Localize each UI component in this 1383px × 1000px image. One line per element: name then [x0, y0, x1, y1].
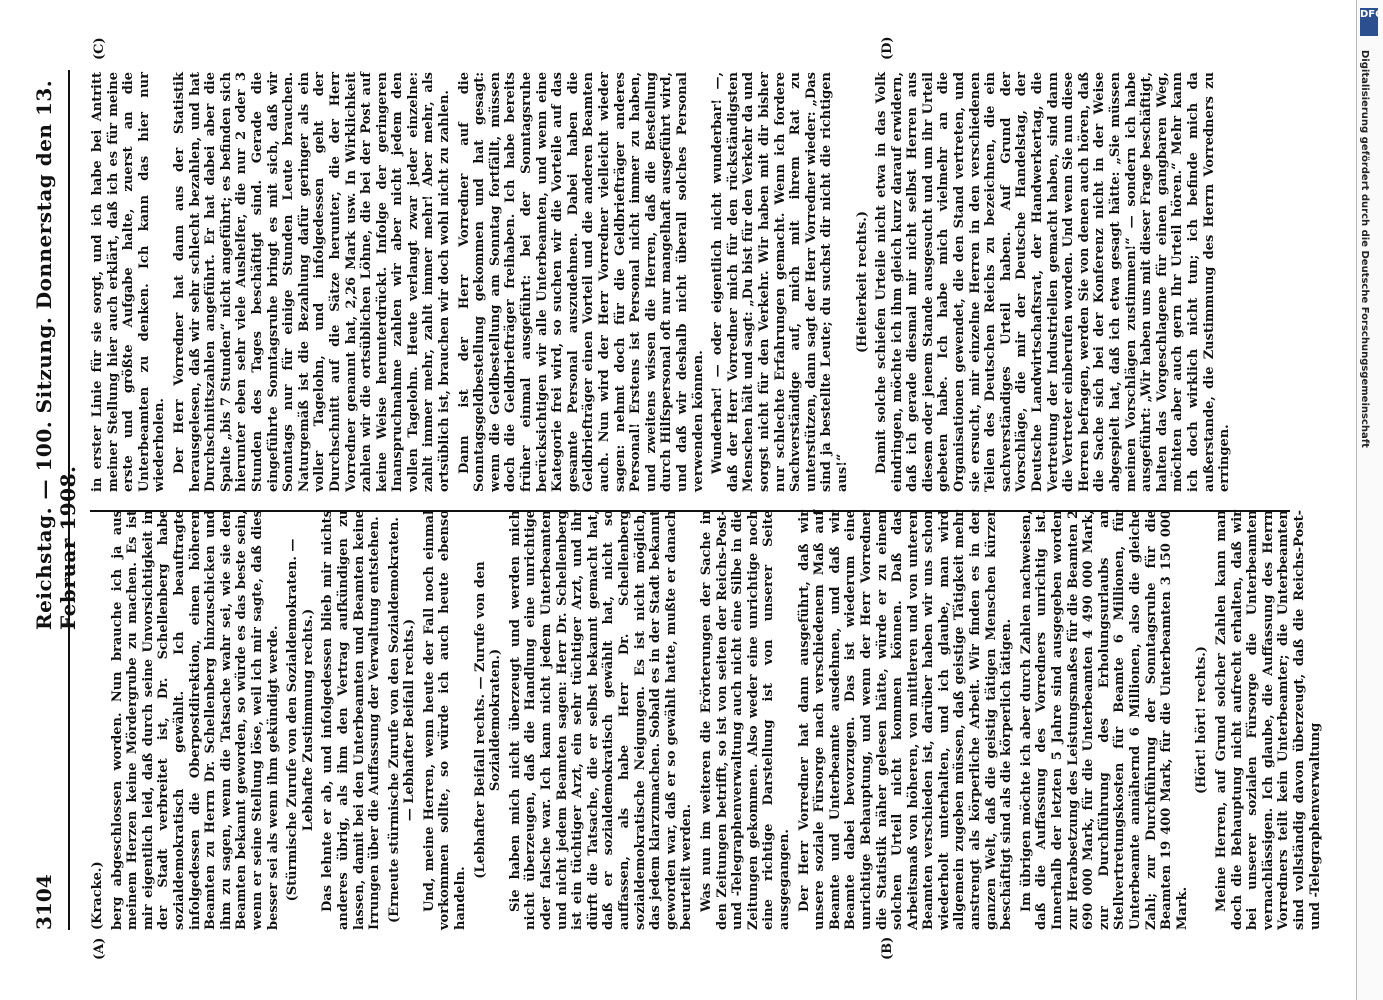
- column-divider: [90, 510, 1290, 512]
- paragraph: berg abgeschlossen worden. Nun brauche ich ja aus meinem Herzen keine Mördergrube zu machen. Es ist mir eigentlich leid, daß durch seine Unvorsichtigkeit in der Stadt verbreitet ist, Dr. Schellenberg habe sozialdemokratisch gewählt. Ich beauftragte infolgedessen die Oberpostdirektion, einen höheren Beamten zu Herrn Dr. Schellenberg hinzuschicken und ihm zu sagen, wenn die Tatsache wahr sei, wie sie den Beamten bekannt geworden, so würde es das beste sein, wenn er seine Stellung löse, weil ich mir sagte, daß dies besser sei als wenn ihm gekündigt werde.: [109, 510, 281, 930]
- right-text-column: [90, 72, 1290, 492]
- header-rule: [68, 70, 70, 930]
- paragraph: Wunderbar! — oder eigentlich nicht wunderbar! —, daß der Herr Vorredner mich für den rückständigsten Menschen hält und sagt: „Du bist für den Verkehr da und sorgst nicht für den Verkehr. Wir haben mit dir bisher nur schlechte Erfahrungen gemacht. Wenn ich fordere Sachverständige auf, mich mit ihrem Rat zu unterstützen, dann sagt der Herr Vorredner wieder: „Das sind ja bestellte Leute; du suchst dir nicht die richtigen aus!“: [710, 72, 850, 492]
- page-title: Reichstag. — 100. Sitzung. Donnerstag den 13. Februar 1908.: [32, 79, 80, 630]
- speaker-label: (Kracke.): [90, 861, 105, 930]
- interjection: (Heiterkeit rechts.): [854, 211, 870, 354]
- margin-marker-a: (A): [92, 937, 107, 960]
- digitization-sidebar: [1356, 0, 1383, 1000]
- paragraph: Im übrigen möchte ich aber durch Zahlen nachweisen, daß die Auffassung des Vorredners unrichtig ist. Innerhalb der letzten 5 Jahre sind ausgegeben worden zur Herabsetzung des Leistungsmaßes für die Beamten 2 690 000 Mark, für die Unterbeamten 4 490 000 Mark, zur Durchführung des Erholungsurlaubs an Stellvertretungskosten für Beamte 6 Millionen, für Unterbeamte annähernd 6 Millionen, also die gleiche Zahl; zur Durchführung der Sonntagsruhe für die Beamten 19 400 Mark, für die Unterbeamten 3 150 000 Mark.: [1018, 510, 1190, 930]
- paragraph: Damit solche schiefen Urteile nicht etwa in das Volk eindringen, möchte ich ihm gleich kurz darauf erwidern, daß ich gerade diesmal mir nicht selbst Herren aus diesem oder jenem Stande ausgesucht und um ihr Urteil gebeten habe. Ich habe mich vielmehr an die Organisationen gewendet, die den Stand vertreten, und sie ersucht, mir einzelne Herren in den verschiedenen Teilen des Deutschen Reichs zu bezeichnen, die ein sachverständiges Urteil haben. Auf Grund der Vorschläge, die mir der Deutsche Handelstag, der Deutsche Landwirtschaftsrat, der Handwerkertag, die Vertretung der Industriellen gemacht haben, sind dann die Vertreter einberufen worden. Und wenn Sie nun diese Herren befragen, werden Sie von denen auch hören, daß die Sache sich bei der Konferenz nicht in der Weise abgespielt hat, daß ich etwa gesagt hätte: „Sie müssen meinen Vorschlägen zustimmen!“ — sondern ich habe ausgeführt: „Wir haben uns mit dieser Frage beschäftigt, halten das Vorgeschlagene für einen gangbaren Weg, möchten aber auch gern Ihr Urteil hören.“ Mehr kann ich doch wirklich nicht tun; ich befinde mich da außerstande, die Zustimmung des Herrn Vorredners zu erringen.: [874, 72, 1233, 492]
- page-number: 3104: [32, 874, 56, 930]
- left-text-column: [90, 510, 1323, 930]
- paragraph: Und, meine Herren, wenn heute der Fall noch einmal vorkommen sollte, so würde ich auch heute ebenso handeln.: [421, 510, 469, 930]
- page-header: [24, 70, 80, 930]
- digitization-credit: Digitalisierung gefördert durch die Deutsche Forschungsgemeinschaft: [1359, 50, 1370, 448]
- paragraph: Sie haben mich nicht überzeugt und werden mich nicht überzeugen, daß die Handlung eine unrichtige oder falsche war. Ich kann nicht jedem Unterbeamten und nicht jedem Beamten sagen: Herr Dr. Schellenberg ist ein tüchtiger Arzt, ein sehr tüchtiger Arzt, und ihr dürft die Tatsache, die er selbst bekannt gemacht hat, daß er sozialdemokratisch gewählt hat, nicht so auffassen, als habe Herr Dr. Schellenberg sozialdemokratische Neigungen. Es ist nicht möglich, das jedem klarzumachen. Sobald es in der Stadt bekannt geworden war, daß er so gewählt hatte, mußte er danach beurteilt werden.: [507, 510, 695, 930]
- dfg-logo: DFG: [1360, 8, 1378, 36]
- paragraph: in erster Linie für sie sorgt, und ich habe bei Antritt meiner Stellung hier auch erklärt, daß ich es für meine erste und größte Aufgabe halte, zuerst an die Unterbeamten zu denken. Ich kann das hier nur wiederholen.: [90, 72, 168, 492]
- margin-marker-b: (B): [880, 936, 895, 960]
- paragraph: Der Herr Vorredner hat dann ausgeführt, daß wir unsere soziale Fürsorge nach verschiedenem Maß auf Beamte und Unterbeamte ausdehnen, und daß wir Beamte dabei bevorzugen. Das ist wiederum eine unrichtige Behauptung, und wenn der Herr Vorredner die Statistik näher gelesen hätte, würde er zu einem solchen Urteil nicht kommen können. Daß das Arbeitsmaß von höheren, von mittleren und von unteren Beamten verschieden ist, darüber haben wir uns schon wiederholt unterhalten, und ich glaube, man wird allgemein zugeben müssen, daß geistige Tätigkeit mehr anstrengt als körperliche Arbeit. Wir finden es in der ganzen Welt, daß die geistig tätigen Menschen kürzer beschäftigt sind als die körperlich tätigen.: [796, 510, 1015, 930]
- interjection: (Hört! hört! rechts.): [1194, 646, 1210, 794]
- paragraph: Dann ist der Herr Vorredner auf die Sonntagsgeldbestellung gekommen und hat gesagt: wenn die Geldbestellung am Sonntag fortfällt, müssen doch die Geldbriefträger freihaben. Ich habe bereits früher einmal ausgeführt: bei der Sonntagsruhe berücksichtigen wir alle Unterbeamten, und wenn eine Kategorie frei wird, so suchen wir die Vorteile auf das gesamte Personal auszudehnen. Dabei haben die Geldbriefträger einen Vorteil und die anderen Beamten auch. Nun wird der Herr Vorredner vielleicht wieder sagen: nehmt doch für die Geldbriefträger anderes Personal! Erstens ist Personal nicht immer zu haben, und zweitens wissen die Herren, daß die Bestellung durch Hilfspersonal oft nur mangelhaft ausgeführt wird, und daß wir deshalb nicht überall solches Personal verwenden können.: [456, 72, 706, 492]
- interjection: (Stürmische Zurufe von den Sozialdemokraten. — Lebhafte Zustimmung rechts.): [285, 538, 316, 902]
- margin-marker-c: (C): [92, 37, 107, 60]
- paragraph: Meine Herren, auf Grund solcher Zahlen kann man doch die Behauptung nicht aufrecht erhalten, daß wir bei unserer sozialen Fürsorge die Unterbeamten vernachlässigen. Ich glaube, die Auffassung des Herrn Vorredners teilt kein Unterbeamter; die Unterbeamten sind vollständig davon überzeugt, daß die Reichs-Post- und -Telegraphenverwaltung: [1213, 510, 1323, 930]
- margin-marker-d: (D): [880, 36, 895, 60]
- paragraph: Das lehnte er ab, und infolgedessen blieb mir nichts anderes übrig, als ihm den Vertrag aufkündigen zu lassen, damit bei den Unterbeamten und Beamten keine Irrungen über die Auffassung der Verwaltung entstehen.: [320, 510, 383, 930]
- paragraph: Was nun im weiteren die Erörterungen der Sache in den Zeitungen betrifft, so ist von seiten der Reichs-Post- und -Telegraphenverwaltung auch nicht eine Silbe in die Zeitungen gekommen. Also weder eine unrichtige noch eine richtige Darstellung ist von unserer Seite ausgegangen.: [698, 510, 792, 930]
- interjection: (Erneute stürmische Zurufe von den Sozialdemokraten. — Lebhafter Beifall rechts.): [386, 517, 418, 923]
- paragraph: Der Herr Vorredner hat dann aus der Statistik herausgelesen, daß wir sehr schlecht bezahlen, und hat Durchschnittszahlen angeführt. Er hat dabei aber die Spalte „bis 7 Stunden“ nicht angeführt; es befinden sich hierunter eben sehr viele Aushelfer, die nur 2 oder 3 Stunden des Tages beschäftigt sind. Gerade die eingeführte Sonntagsruhe bringt es mit sich, daß wir Sonntags nur für einige Stunden Leute brauchen. Naturgemäß ist die Bezahlung dafür geringer als ein voller Tagelohn, und infolgedessen geht der Durchschnitt auf die Sätze herunter, die der Herr Vorredner genannt hat, 2,26 Mark usw. In Wirklichkeit zahlen wir die ortsüblichen Löhne, die bei der Post auf keine Weise herunterdrückt. Infolge der geringeren Inanspruchnahme zahlen wir aber nicht jedem den vollen Tagelohn. Heute verlangt zwar jeder einzelne: zahlt immer mehr, zahlt immer mehr! Aber mehr, als ortsüblich ist, brauchen wir doch wohl nicht zu zahlen.: [171, 72, 453, 492]
- interjection: (Lebhafter Beifall rechts. — Zurufe von den Sozialdemokraten.): [472, 561, 504, 879]
